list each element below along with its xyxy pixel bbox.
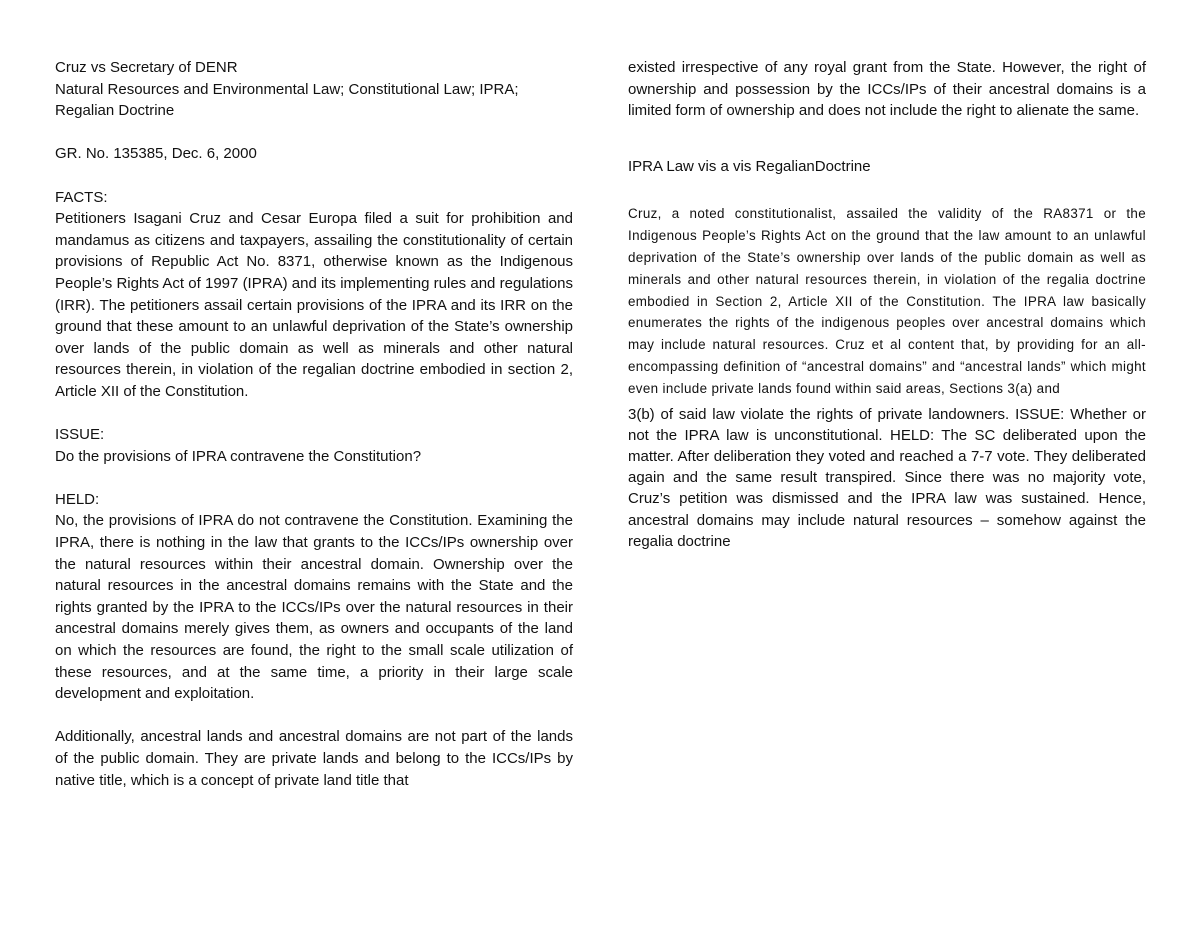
continuation-body: existed irrespective of any royal grant from the State. However, the right of ownership and possession by the ICCs/IPs of their ancestral domains is a limited form of ownership and does not include the right to alienate the same. (628, 59, 1146, 120)
additional-body: Additionally, ancestral lands and ancestral domains are not part of the lands of the public domain. They are private lands and belong to the ICCs/IPs by native title, which is a concept of private land title that (55, 728, 573, 789)
section-body-part-1: Cruz, a noted constitutionalist, assailed the validity of the RA8371 or the Indigenous People’s Rights Act on the ground that the law amount to an unlawful deprivation of the State’s ownership over lands of the public domain as well as minerals and other natural resources therein, in violation of the regalia doctrine embodied in Section 2, Article XII of the Constitution. The IPRA law basically enumerates the rights of the indigenous peoples over ancestral domains which may include natural resources. Cruz et al content that, by providing for an all-encompassing definition of “ancestral domains” and “ancestral lands” which might even include private lands found within said areas, Sections 3(a) and (628, 206, 1146, 396)
held-body: No, the provisions of IPRA do not contravene the Constitution. Examining the IPRA, there is nothing in the law that grants to the ICCs/IPs ownership over the natural resources within their ancestral domain. Ownership over the natural resources in the ancestral domains remains with the State and the rights granted by the IPRA to the ICCs/IPs over the natural resources in their ancestral domains merely gives them, as owners and occupants of the land on which the resources are found, the right to the small scale utilization of these resources, and at the same time, a priority in their large scale development and exploitation. (55, 512, 573, 703)
case-title: Cruz vs Secretary of DENR (55, 59, 238, 76)
section-heading: IPRA Law vis a vis RegalianDoctrine (628, 157, 871, 175)
case-citation: GR. No. 135385, Dec. 6, 2000 (55, 145, 257, 163)
facts-body: Petitioners Isagani Cruz and Cesar Europa filed a suit for prohibition and mandamus as citizens and taxpayers, assailing the constitutionality of certain provisions of Republic Act No. 8371, otherwise known as the Indigenous People’s Rights Act of 1997 (IPRA) and its implementing rules and regulations (IRR). The petitioners assail certain provisions of the IPRA and its IRR on the ground that these amount to an unlawful deprivation of the State’s ownership over lands of the public domain as well as minerals and other natural resources therein, in violation of the regalian doctrine embodied in section 2, Article XII of the Constitution. (55, 210, 573, 400)
section-body-part-2: 3(b) of said law violate the rights of private landowners. ISSUE: Whether or not the IPRA law is unconstitutional. HELD: The SC deliberated upon the matter. After deliberation they voted and reached a 7-7 vote. They deliberated again and the same result transpired. Since there was no majority vote, Cruz’s petition was dismissed and the IPRA law was sustained. Hence, ancestral domains may include natural resources – somehow against the regalia doctrine (628, 405, 1146, 550)
left-column (55, 57, 573, 791)
issue-body: Do the provisions of IPRA contravene the Constitution? (55, 447, 422, 465)
right-column (628, 57, 1146, 552)
case-subjects: Natural Resources and Environmental Law; Constitutional Law; IPRA; Regalian Doctrine (55, 80, 519, 120)
issue-heading: ISSUE: (55, 426, 105, 444)
facts-heading: FACTS: (55, 188, 108, 206)
held-heading: HELD: (55, 490, 100, 508)
